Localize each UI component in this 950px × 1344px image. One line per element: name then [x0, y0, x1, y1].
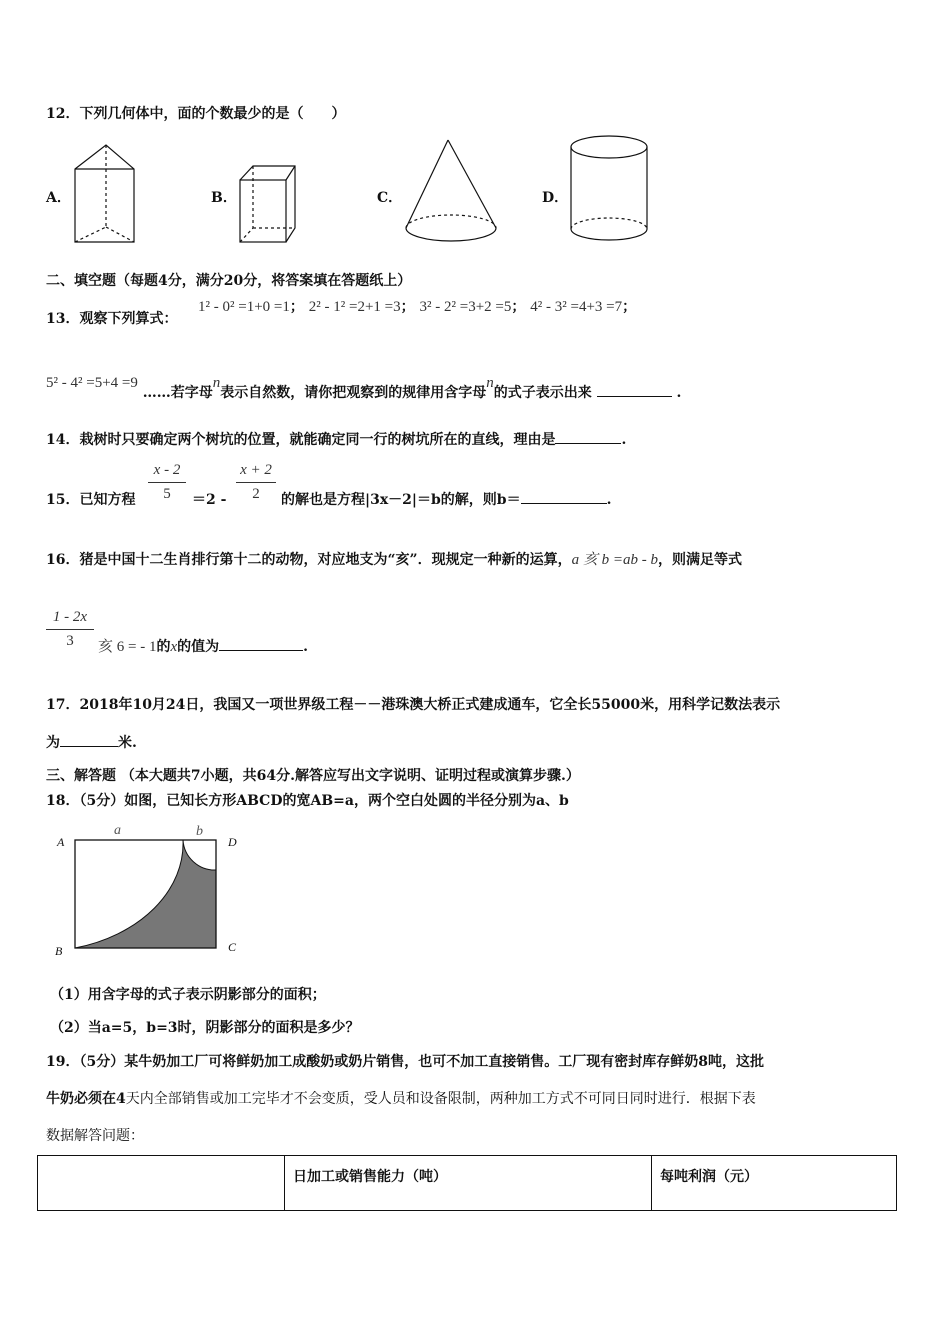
q13-sep: ； [400, 299, 415, 315]
q13-eq1: 1² - 0² =1+0 =1 [198, 299, 290, 315]
q19-line3: 数据解答问题： [46, 1128, 144, 1144]
q15-fraction-2 [236, 462, 276, 503]
q18-rectangle-figure [50, 820, 250, 960]
q15-prefix: 15．已知方程 [46, 492, 136, 508]
q18-label-b: b [196, 824, 203, 839]
q13-line2 [46, 372, 682, 401]
q13-text-b: 表示自然数，请你把观察到的规律用含字母 [220, 385, 487, 401]
section2-heading: 二、填空题（每题4分，满分20分，将答案填在答题纸上） [46, 273, 412, 289]
table-header-cell: 日加工或销售能力（吨） [285, 1156, 652, 1211]
q16-line2 [98, 635, 308, 656]
q17-line2 [46, 732, 137, 752]
q17-suffix: 米. [118, 735, 137, 751]
q13-equations-line1 [198, 296, 636, 316]
q19-line2 [46, 1088, 756, 1108]
q16-line1 [46, 548, 742, 569]
q17-line1: 17．2018年10月24日，我国又一项世界级工程－－港珠澳大桥正式建成通车，它全长55000米，用科学记数法表示 [46, 697, 781, 713]
q16-answer-blank[interactable] [219, 638, 303, 651]
q12-stem: 12．下列几何体中，面的个数最少的是（ ） [46, 106, 346, 122]
q13-eq5: 5² - 4² =5+4 =9 [46, 375, 138, 391]
q16-expression: 亥 6 = - 1 [98, 639, 157, 655]
q15-end: . [606, 492, 612, 508]
q18-stem: 18．（5分）如图，已知长方形ABCD的宽AB=a，两个空白处圆的半径分别为a、b [46, 793, 569, 809]
q15-suffix-line [281, 489, 611, 509]
table-row [38, 1156, 897, 1211]
q18-sub2: （2）当a=5，b=3时，阴影部分的面积是多少？ [50, 1020, 360, 1036]
q13-sep: ； [289, 299, 304, 315]
q13-var-n: n [486, 375, 494, 391]
q19-line2-rest: 天内全部销售或加工完毕才不会变质，受人员和设备限制，两种加工方式不可同日同时进行．根据下表 [125, 1091, 756, 1107]
q15-mid: ＝2 - [192, 492, 227, 508]
q15-frac2-denominator: 2 [252, 486, 260, 502]
q16-var-x: x [170, 639, 178, 655]
q19-line1: 19．（5分）某牛奶加工厂可将鲜奶加工成酸奶或奶片销售，也可不加工直接销售。工厂现有密封库存鲜奶8吨，这批 [46, 1054, 764, 1070]
q15-answer-blank[interactable] [521, 491, 607, 504]
q14-answer-blank[interactable] [555, 431, 621, 444]
q13-sep: ； [511, 299, 526, 315]
q16-text-end: ，则满足等式 [657, 552, 742, 568]
q18-label-C: C [228, 940, 237, 954]
q16-operation-definition: a 亥 b =ab - b [571, 552, 658, 568]
q14-end: . [621, 432, 627, 448]
q15-frac1-denominator: 5 [163, 486, 171, 502]
q12-option-d: D． [542, 190, 569, 206]
table-header-cell: 每吨利润（元） [652, 1156, 897, 1211]
q18-sub1: （1）用含字母的式子表示阴影部分的面积； [50, 987, 326, 1003]
cylinder-figure [565, 132, 655, 248]
q18-label-D: D [228, 835, 237, 849]
q13-eq2: 2² - 1² =2+1 =3 [308, 299, 401, 315]
q16-frac-numerator: 1 - 2x [52, 609, 88, 625]
q12-option-c: C． [377, 190, 403, 206]
q13-answer-blank[interactable] [597, 384, 672, 397]
table-header-cell [38, 1156, 285, 1211]
q16-frac-denominator: 3 [66, 633, 74, 649]
q16-fraction [46, 609, 94, 650]
q15-suffix: 的解也是方程|3x－2|＝b的解，则b＝ [281, 492, 521, 508]
q19-line2-bold: 牛奶必须在4 [46, 1091, 126, 1107]
q15-frac1-numerator: x - 2 [153, 462, 181, 478]
section3-heading: 三、解答题 （本大题共7小题，共64分.解答应写出文字说明、证明过程或演算步骤.） [46, 768, 580, 784]
q13-text-a: ……若字母 [142, 385, 213, 401]
q19-data-table [37, 1155, 897, 1211]
q16-text: 16．猪是中国十二生肖排行第十二的动物，对应地支为“亥”．现规定一种新的运算， [46, 552, 572, 568]
q16-text2b: 的值为 [177, 639, 220, 655]
q13-sep: ； [622, 299, 637, 315]
q18-label-A: A [57, 835, 65, 849]
q13-eq4: 4² - 3² =4+3 =7 [530, 299, 623, 315]
q13-prefix: 13．观察下列算式： [46, 311, 178, 327]
q18-label-B: B [55, 944, 63, 958]
rectangular-prism-figure [235, 160, 300, 246]
q15-fraction-1 [148, 462, 186, 503]
q12-option-a: A． [46, 190, 71, 206]
cone-figure [400, 136, 505, 248]
q13-eq3: 3² - 2² =3+2 =5 [419, 299, 512, 315]
q13-text-c: 的式子表示出来 [493, 385, 592, 401]
q12-option-b: B． [211, 190, 237, 206]
q18-label-a: a [114, 823, 121, 838]
q17-prefix: 为 [46, 735, 60, 751]
q16-end: . [303, 639, 309, 655]
q14-line [46, 429, 626, 449]
q13-end: . [676, 385, 682, 401]
triangular-prism-figure [70, 140, 140, 248]
q15-frac2-numerator: x + 2 [240, 462, 272, 478]
q16-text2a: 的 [156, 639, 171, 655]
q13-var-n: n [212, 375, 221, 391]
q14-text: 14．栽树时只要确定两个树坑的位置，就能确定同一行的树坑所在的直线，理由是 [46, 432, 556, 448]
q17-answer-blank[interactable] [60, 734, 118, 747]
